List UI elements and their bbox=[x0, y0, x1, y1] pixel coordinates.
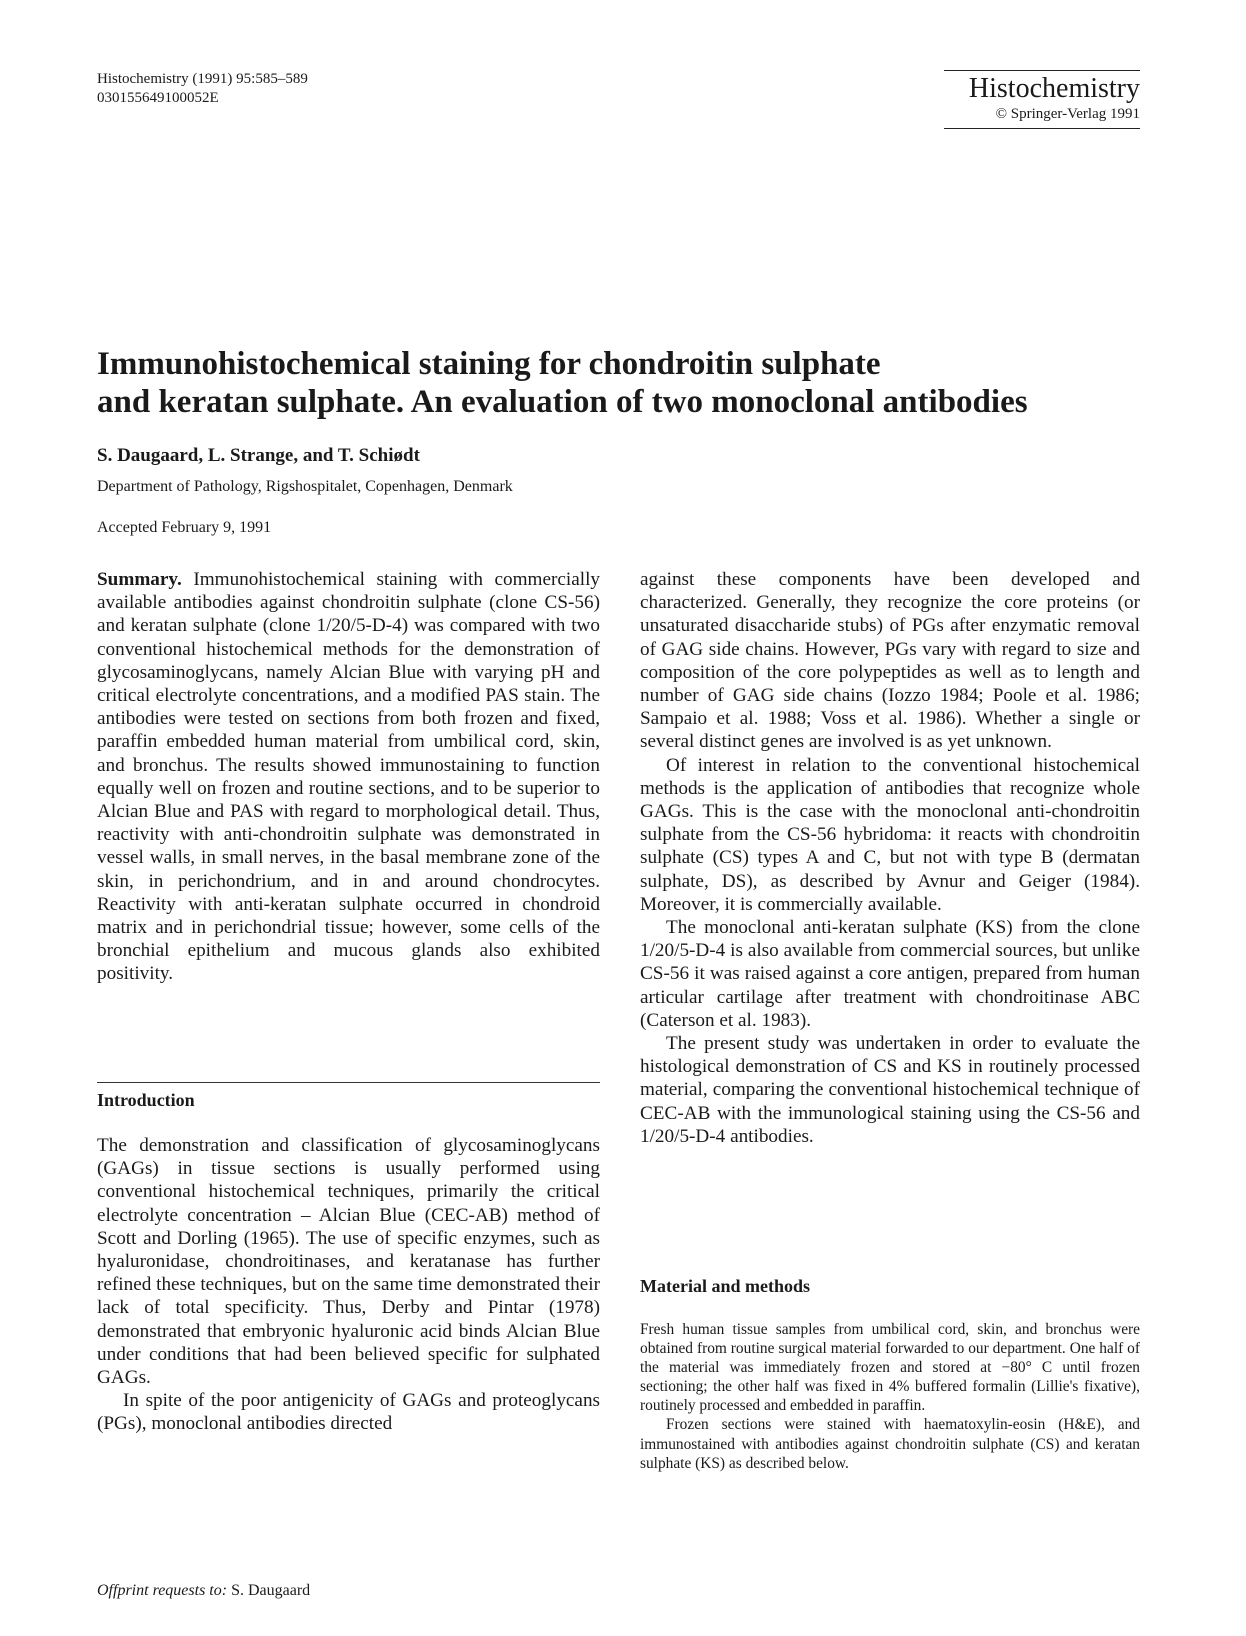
journal-masthead bbox=[944, 70, 1140, 129]
summary-label: Summary. bbox=[97, 569, 182, 590]
intro-paragraph-2: In spite of the poor antigenicity of GAGs and proteoglycans (PGs), monoclonal antibodies directed bbox=[97, 1390, 600, 1435]
intro-paragraph-1: The demonstration and classification of glycosaminoglycans (GAGs) in tissue sections is usually performed using conventional histochemical techniques, primarily the critical electrolyte concentration – Alcian Blue (CEC-AB) method of Scott and Dorling (1965). The use of specific enzymes, such as hyaluronidase, chondroitinases, and keratanase has further refined these techniques, but on the same time demonstrated their lack of total specificity. Thus, Derby and Pintar (1978) demonstrated that embryonic hyaluronic acid binds Alcian Blue under conditions that had been believed specific for sulphated GAGs. bbox=[97, 1135, 600, 1389]
running-head bbox=[97, 70, 308, 108]
authors: S. Daugaard, L. Strange, and T. Schiødt bbox=[97, 445, 420, 466]
methods-paragraph-2: Frozen sections were stained with haematoxylin-eosin (H&E), and immunostained with antibodies against chondroitin sulphate (CS) and keratan sulphate (KS) as described below. bbox=[640, 1416, 1140, 1472]
footnote-name: S. Daugaard bbox=[227, 1582, 311, 1599]
introduction-left bbox=[97, 1134, 600, 1436]
affiliation: Department of Pathology, Rigshospitalet, Copenhagen, Denmark bbox=[97, 478, 513, 495]
introduction-right bbox=[640, 568, 1140, 1148]
methods-heading: Material and methods bbox=[640, 1276, 810, 1296]
journal-copyright: © Springer-Verlag 1991 bbox=[995, 106, 1140, 122]
summary-section bbox=[97, 568, 600, 986]
title-line-1: Immunohistochemical staining for chondroitin sulphate bbox=[97, 346, 881, 382]
summary-separator bbox=[97, 1082, 600, 1083]
intro-paragraph-4: The monoclonal anti-keratan sulphate (KS) from the clone 1/20/5-D-4 is also available from commercial sources, but unlike CS-56 it was raised against a core antigen, prepared from human articular cartilage after treatment with chondroitinase ABC (Caterson et al. 1983). bbox=[640, 917, 1140, 1031]
summary-text: Immunohistochemical staining with commercially available antibodies against chondroitin sulphate (clone CS-56) and keratan sulphate (clone 1/20/5-D-4) was compared with two conventional histochemical methods for the demonstration of glycosaminoglycans, namely Alcian Blue with varying pH and critical electrolyte concentrations, and a modified PAS stain. The antibodies were tested on sections from both frozen and fixed, paraffin embedded human material from umbilical cord, skin, and bronchus. The results showed immunostaining to function equally well on frozen and routine sections, and to be superior to Alcian Blue and PAS with regard to morphological detail. Thus, reactivity with anti-chondroitin sulphate was demonstrated in vessel walls, in small nerves, in the basal membrane zone of the skin, in perichondrium, and in and around chondrocytes. Reactivity with anti-keratan sulphate occurred in chondroid matrix and in perichondrial tissue; however, some cells of the bronchial epithelium and mucous glands also exhibited positivity. bbox=[97, 569, 600, 985]
article-title bbox=[97, 345, 1147, 421]
footnote-label: Offprint requests to: bbox=[97, 1582, 228, 1599]
journal-name: Histochemistry bbox=[968, 73, 1140, 104]
methods-section bbox=[640, 1320, 1140, 1473]
citation-line: Histochemistry (1991) 95:585–589 bbox=[97, 71, 308, 87]
accepted-date: Accepted February 9, 1991 bbox=[97, 519, 272, 536]
introduction-heading: Introduction bbox=[97, 1090, 195, 1110]
intro-paragraph-5: The present study was undertaken in order to evaluate the histological demonstration of CS and KS in routinely processed material, comparing the conventional histochemical technique of CEC-AB with the immunological staining using the CS-56 and 1/20/5-D-4 antibodies. bbox=[640, 1033, 1140, 1147]
intro-paragraph-3: Of interest in relation to the conventional histochemical methods is the application of antibodies that recognize whole GAGs. This is the case with the monoclonal anti-chondroitin sulphate from the CS-56 hybridoma: it reacts with chondroitin sulphate (CS) types A and C, but not with type B (dermatan sulphate, DS), as described by Avnur and Geiger (1984). Moreover, it is commercially available. bbox=[640, 754, 1140, 915]
intro-paragraph-2-continued: against these components have been developed and characterized. Generally, they recognize the core proteins (or unsaturated disaccharide stubs) of PGs after enzymatic removal of GAG side chains. However, PGs vary with regard to size and composition of the core polypeptides as well as to length and number of GAG side chains (Iozzo 1984; Poole et al. 1986; Sampaio et al. 1988; Voss et al. 1986). Whether a single or several distinct genes are involved is as yet unknown. bbox=[640, 569, 1140, 753]
doi-code: 030155649100052E bbox=[97, 90, 219, 106]
masthead-bottom-rule bbox=[944, 128, 1140, 129]
offprint-footnote bbox=[97, 1582, 310, 1600]
masthead-top-rule bbox=[944, 70, 1140, 71]
title-line-2: and keratan sulphate. An evaluation of two monoclonal antibodies bbox=[97, 384, 1028, 420]
summary-paragraph bbox=[97, 568, 600, 986]
methods-paragraph-1: Fresh human tissue samples from umbilical cord, skin, and bronchus were obtained from routine surgical material forwarded to our department. One half of the material was immediately frozen and stored at −80° C until frozen sectioning; the other half was fixed in 4% buffered formalin (Lillie's fixative), routinely processed and embedded in paraffin. bbox=[640, 1321, 1140, 1415]
